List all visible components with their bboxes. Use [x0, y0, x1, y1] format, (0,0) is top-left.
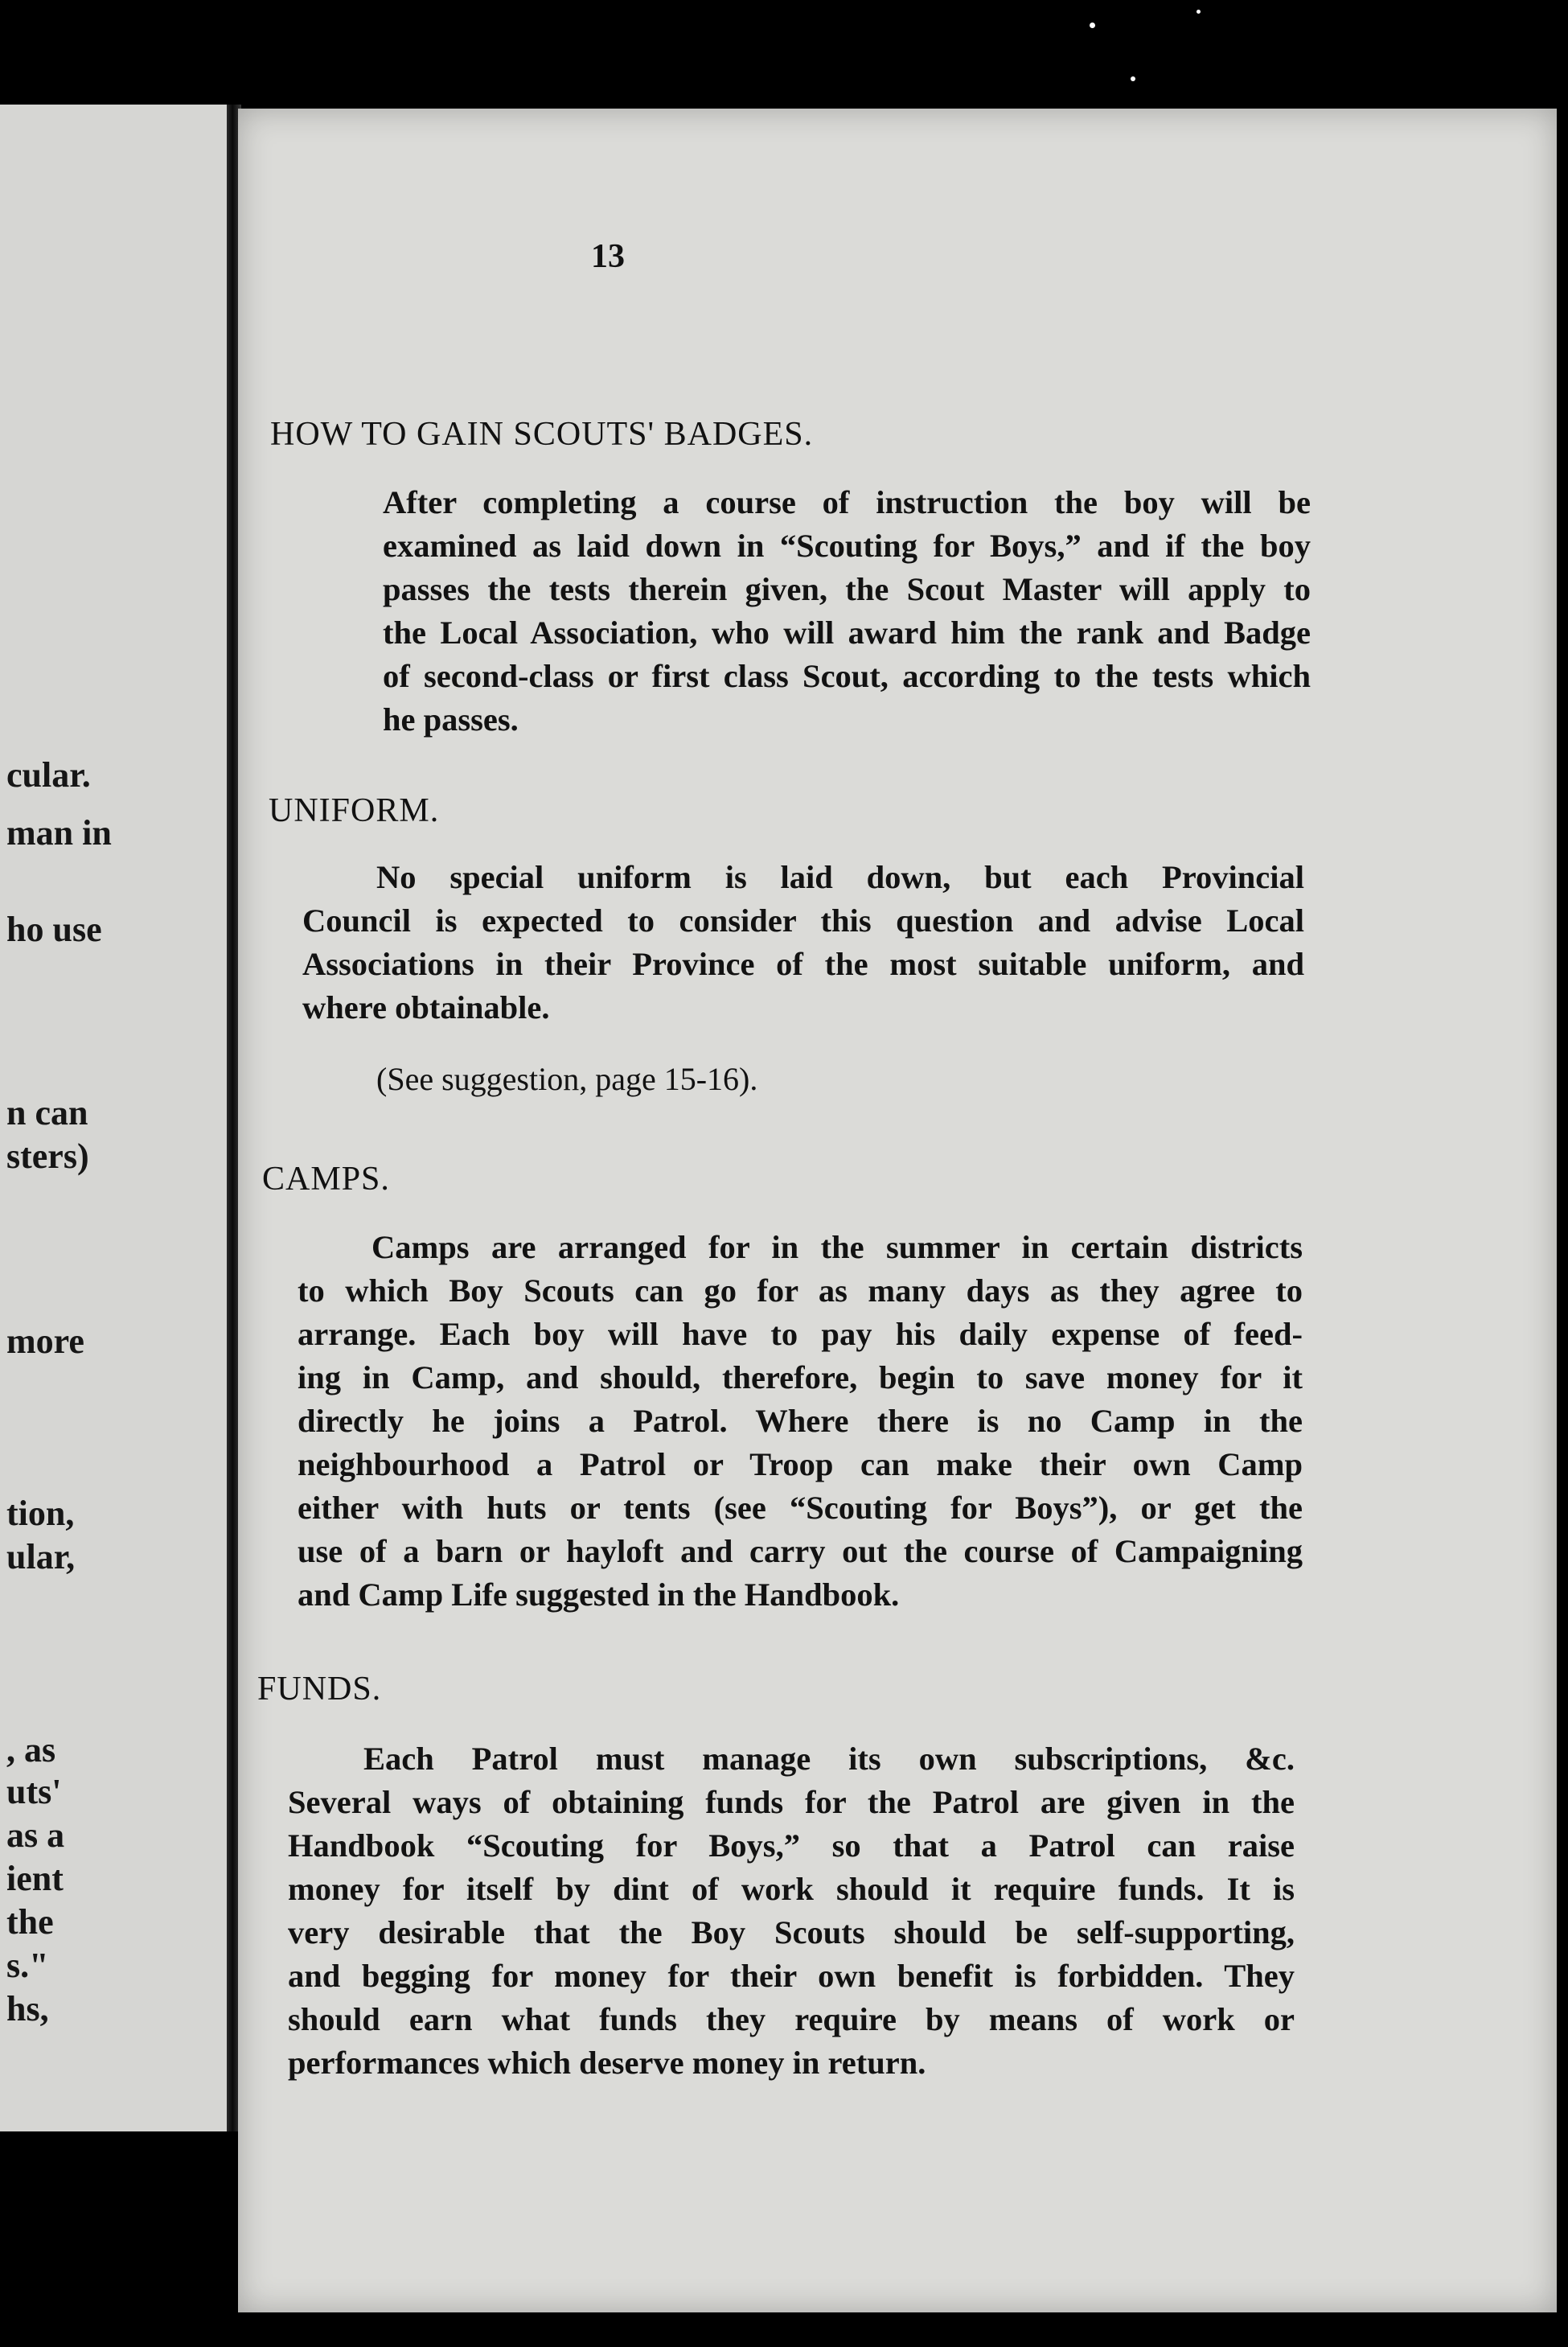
- facing-page-fragment: s.": [6, 1946, 49, 1985]
- text-line: No special uniform is laid down, but each Provincial: [376, 859, 1304, 895]
- film-speck: [1197, 10, 1201, 14]
- suggestion-note: (See suggestion, page 15-16).: [376, 1061, 758, 1097]
- facing-page-fragment: more: [6, 1321, 84, 1361]
- facing-page-fragment: cular.: [6, 755, 91, 795]
- text-line: Each Patrol must manage its own subscriptions, &c.: [363, 1741, 1295, 1777]
- text-line: he passes.: [383, 701, 519, 738]
- section-body-camps: [298, 1226, 1303, 1617]
- text-line: money for itself by dint of work should it require funds. It is: [288, 1871, 1295, 1907]
- section-heading-funds: FUNDS.: [257, 1671, 382, 1708]
- facing-page-fragment: ho use: [6, 910, 102, 949]
- section-body-badges: [306, 481, 1311, 742]
- section-heading-badges: HOW TO GAIN SCOUTS' BADGES.: [270, 416, 814, 453]
- facing-page-fragment: the: [6, 1902, 54, 1942]
- text-line: examined as laid down in “Scouting for Boys,” and if the boy: [383, 528, 1311, 564]
- facing-page-fragment: uts': [6, 1772, 62, 1811]
- text-line: After completing a course of instruction the boy will be: [383, 484, 1311, 520]
- text-line: Handbook “Scouting for Boys,” so that a Patrol can raise: [288, 1827, 1295, 1864]
- text-line: should earn what funds they require by means of work or: [288, 2001, 1295, 2037]
- text-line: arrange. Each boy will have to pay his daily expense of feed-: [298, 1316, 1303, 1352]
- text-line: of second-class or first class Scout, according to the tests which: [383, 658, 1311, 694]
- text-line: use of a barn or hayloft and carry out the course of Campaigning: [298, 1533, 1303, 1569]
- facing-page: [0, 105, 233, 2131]
- facing-page-fragment: ient: [6, 1859, 64, 1898]
- text-line: neighbourhood a Patrol or Troop can make their own Camp: [298, 1446, 1303, 1482]
- text-line: performances which deserve money in return.: [288, 2045, 926, 2081]
- film-speck: [1131, 76, 1135, 81]
- text-line: to which Boy Scouts can go for as many days as they agree to: [298, 1272, 1303, 1309]
- facing-page-fragment: tion,: [6, 1494, 75, 1533]
- text-line: Associations in their Province of the most suitable uniform, and: [302, 946, 1304, 982]
- section-heading-uniform: UNIFORM.: [269, 792, 440, 829]
- facing-page-fragment: man in: [6, 813, 112, 853]
- facing-page-fragment: hs,: [6, 1989, 49, 2028]
- facing-page-fragment: sters): [6, 1137, 89, 1176]
- text-line: and begging for money for their own benefit is forbidden. They: [288, 1958, 1295, 1994]
- section-body-uniform: [302, 856, 1304, 1030]
- facing-page-fragment: , as: [6, 1730, 56, 1769]
- text-line: either with huts or tents (see “Scouting for Boys”), or get the: [298, 1490, 1303, 1526]
- section-heading-camps: CAMPS.: [262, 1161, 390, 1198]
- facing-page-fragment: n can: [6, 1093, 88, 1132]
- text-line: Council is expected to consider this question and advise Local: [302, 902, 1304, 939]
- text-line: and Camp Life suggested in the Handbook.: [298, 1576, 900, 1613]
- text-line: passes the tests therein given, the Scout Master will apply to: [383, 571, 1311, 607]
- text-line: very desirable that the Boy Scouts should be self-supporting,: [288, 1914, 1295, 1950]
- text-line: directly he joins a Patrol. Where there is no Camp in the: [298, 1403, 1303, 1439]
- text-line: ing in Camp, and should, therefore, begin to save money for it: [298, 1359, 1303, 1395]
- text-line: Several ways of obtaining funds for the Patrol are given in the: [288, 1784, 1295, 1820]
- section-body-funds: [288, 1737, 1295, 2085]
- film-speck: [1090, 23, 1095, 28]
- facing-page-fragment: as a: [6, 1815, 65, 1855]
- text-line: the Local Association, who will award him the rank and Badge: [383, 614, 1311, 651]
- text-line: Camps are arranged for in the summer in certain districts: [371, 1229, 1303, 1265]
- facing-page-fragment: ular,: [6, 1537, 76, 1576]
- text-line: where obtainable.: [302, 989, 550, 1026]
- page-number: 13: [591, 238, 625, 275]
